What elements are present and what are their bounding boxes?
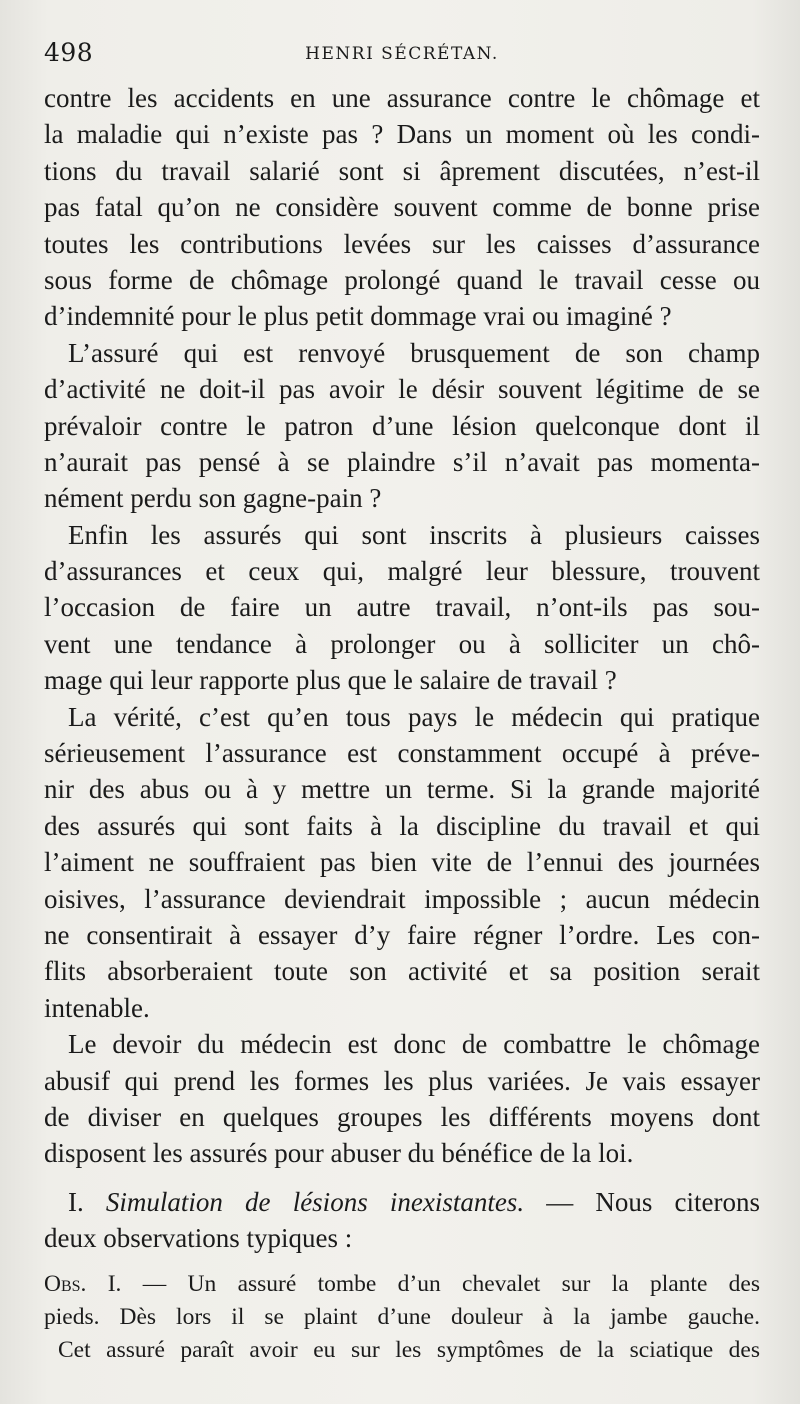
observation-block <box>44 1268 760 1367</box>
text-line: intenable. <box>44 992 150 1023</box>
paragraph <box>44 517 760 699</box>
text-line: flits absorberaient toute son activité et sa position serait <box>44 956 760 987</box>
text-line: Enfin les assurés qui sont inscrits à plusieurs caisses <box>68 519 760 550</box>
paragraph <box>44 80 760 335</box>
text-line: oisives, l’assurance deviendrait impossible ; aucun médecin <box>44 883 760 914</box>
section-heading <box>44 1184 760 1257</box>
observation-line: Cet assuré paraît avoir eu sur les symptômes de la sciatique des <box>58 1337 760 1363</box>
section-line: deux observations typiques : <box>44 1223 353 1254</box>
paragraph <box>44 335 760 517</box>
observation-text: — Un assuré tombe d’un chevalet sur la plante des <box>142 1271 761 1297</box>
section-line <box>44 1184 760 1220</box>
text-line: contre les accidents en une assurance contre le chômage et <box>44 83 760 113</box>
body-text <box>44 80 760 1257</box>
text-line: l’aiment ne souffraient pas bien vite de l’ennui des journées <box>44 847 760 878</box>
section-numeral: I. <box>68 1186 84 1217</box>
observation-label: Obs. I. <box>44 1271 122 1297</box>
text-line: l’occasion de faire un autre travail, n’ont-ils pas sou- <box>44 592 760 623</box>
text-line: La vérité, c’est qu’en tous pays le médecin qui pratique <box>68 701 760 732</box>
text-line: toutes les contributions levées sur les caisses d’assurance <box>44 228 760 259</box>
text-line: prévaloir contre le patron d’une lésion quelconque dont il <box>44 410 760 441</box>
paragraph <box>44 699 760 1027</box>
text-line: L’assuré qui est renvoyé brusquement de son champ <box>68 337 760 368</box>
paragraph <box>44 1026 760 1172</box>
running-head: HENRI SÉCRÉTAN. <box>305 44 499 64</box>
text-line: ne consentirait à essayer d’y faire régner l’ordre. Les con- <box>44 919 760 950</box>
text-line: vent une tendance à prolonger ou à solliciter un chô- <box>44 628 760 659</box>
text-line: d’indemnité pour le plus petit dommage vrai ou imaginé ? <box>44 301 672 332</box>
text-line: la maladie qui n’existe pas ? Dans un moment où les condi- <box>44 119 760 150</box>
text-line: tions du travail salarié sont si âprement discutées, n’est-il <box>44 155 760 186</box>
text-line: sous forme de chômage prolongé quand le travail cesse ou <box>44 264 760 295</box>
text-line: de diviser en quelques groupes les différents moyens dont <box>44 1101 760 1132</box>
text-line: nément perdu son gagne-pain ? <box>44 483 382 514</box>
text-line: sérieusement l’assurance est constamment occupé à préve- <box>44 738 760 769</box>
text-line: mage qui leur rapporte plus que le salaire de travail ? <box>44 665 617 696</box>
text-line: disposent les assurés pour abuser du bénéfice de la loi. <box>44 1138 634 1169</box>
page-header <box>44 38 760 68</box>
observation-line <box>44 1268 760 1301</box>
text-line: Le devoir du médecin est donc de combattre le chômage <box>68 1029 760 1060</box>
section-lead: — Nous citerons <box>546 1186 761 1217</box>
section-title: Simulation de lésions inexistantes. <box>105 1186 525 1217</box>
page-number: 498 <box>44 38 94 67</box>
text-line: d’activité ne doit-il pas avoir le désir souvent légitime de se <box>44 374 760 405</box>
text-line: abusif qui prend les formes les plus variées. Je vais essayer <box>44 1065 760 1096</box>
text-line: des assurés qui sont faits à la discipline du travail et qui <box>44 810 760 841</box>
text-line: d’assurances et ceux qui, malgré leur blessure, trouvent <box>44 556 760 587</box>
observation-line: pieds. Dès lors il se plaint d’une douleur à la jambe gauche. <box>44 1304 760 1330</box>
text-line: pas fatal qu’on ne considère souvent comme de bonne prise <box>44 192 760 223</box>
text-line: nir des abus ou à y mettre un terme. Si la grande majorité <box>44 774 760 805</box>
text-line: n’aurait pas pensé à se plaindre s’il n’avait pas momenta- <box>44 446 760 477</box>
